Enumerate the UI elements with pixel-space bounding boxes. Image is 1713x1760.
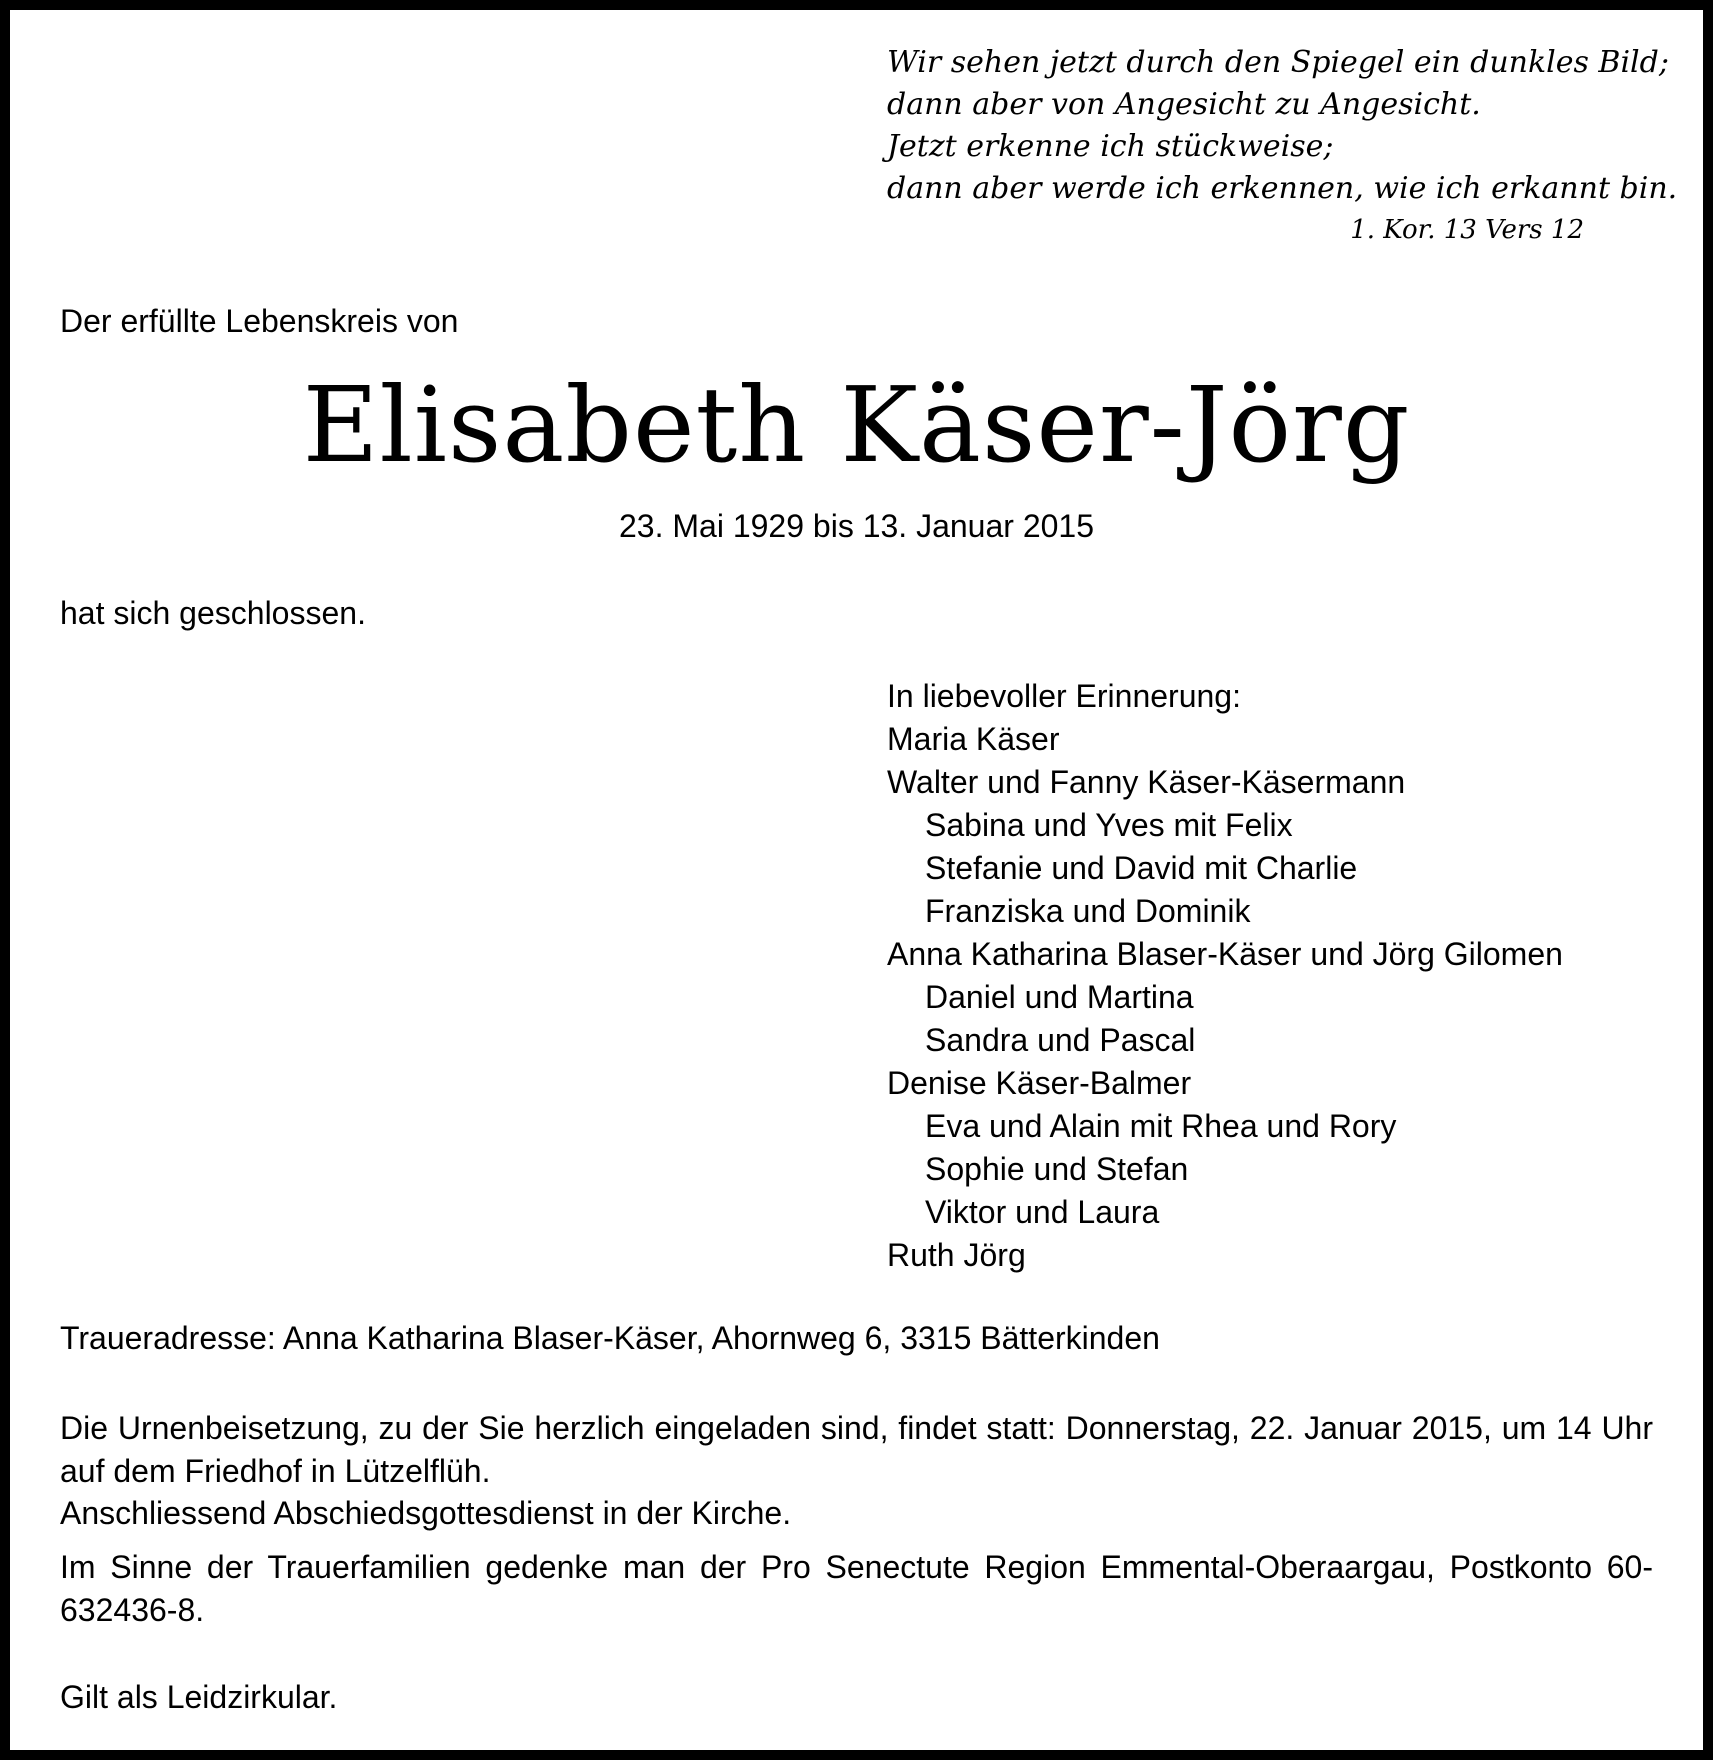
mourner-entry: Stefanie und David mit Charlie: [925, 850, 1358, 886]
mourners-heading: In liebevoller Erinnerung:: [887, 678, 1241, 714]
circular-notice: Gilt als Leidzirkular.: [60, 1679, 338, 1715]
service-notice: Anschliessend Abschiedsgottesdienst in der Kirche.: [60, 1495, 792, 1531]
quote-reference: 1. Kor. 13 Vers 12: [1350, 215, 1584, 245]
mourner-entry: Denise Käser-Balmer: [887, 1065, 1192, 1101]
mourning-address: Traueradresse: Anna Katharina Blaser-Käser, Ahornweg 6, 3315 Bätterkinden: [60, 1320, 1160, 1356]
quote-line: dann aber werde ich erkennen, wie ich erkannt bin.: [887, 171, 1678, 206]
life-dates: 23. Mai 1929 bis 13. Januar 2015: [619, 508, 1094, 544]
closing-phrase: hat sich geschlossen.: [60, 595, 366, 631]
mourner-entry: Sophie und Stefan: [925, 1151, 1189, 1187]
mourner-entry: Viktor und Laura: [925, 1194, 1160, 1230]
mourner-entry: Walter und Fanny Käser-Käsermann: [887, 764, 1406, 800]
quote-line: Wir sehen jetzt durch den Spiegel ein dunkles Bild;: [887, 45, 1669, 80]
mourner-entry: Maria Käser: [887, 721, 1060, 757]
mourner-entry: Daniel und Martina: [925, 979, 1194, 1015]
deceased-name: Elisabeth Käser-Jörg: [302, 364, 1411, 486]
mourner-entry: Anna Katharina Blaser-Käser und Jörg Gilomen: [887, 936, 1563, 972]
quote-line: Jetzt erkenne ich stückweise;: [887, 129, 1334, 164]
bible-quote: [887, 42, 1678, 248]
mourner-entry: Eva und Alain mit Rhea und Rory: [925, 1108, 1397, 1144]
mourner-entry: Sandra und Pascal: [925, 1022, 1196, 1058]
burial-notice: Die Urnenbeisetzung, zu der Sie herzlich eingeladen sind, findet statt: Donnerstag, 22. Januar 2015, um 14 Uhr auf dem Friedhof in Lützelflüh.: [60, 1410, 1653, 1489]
mourner-entry: Franziska und Dominik: [925, 893, 1251, 929]
mourners-list: [887, 675, 1667, 1277]
quote-line: dann aber von Angesicht zu Angesicht.: [887, 87, 1481, 122]
mourner-entry: Sabina und Yves mit Felix: [925, 807, 1293, 843]
intro-text: Der erfüllte Lebenskreis von: [60, 303, 459, 339]
mourner-entry: Ruth Jörg: [887, 1237, 1026, 1273]
donation-notice: Im Sinne der Trauerfamilien gedenke man der Pro Senectute Region Emmental-Oberaargau, Postkonto 60-632436-8.: [60, 1549, 1653, 1628]
